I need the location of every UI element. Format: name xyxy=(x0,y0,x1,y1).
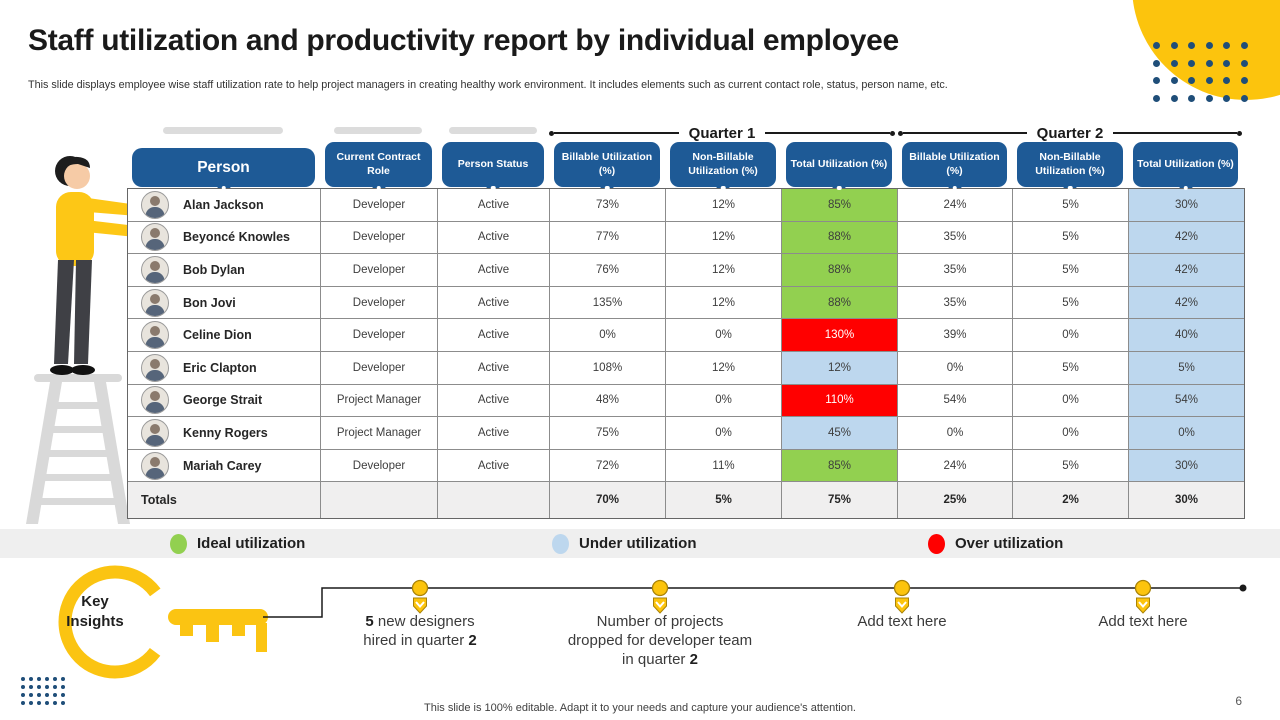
avatar xyxy=(141,386,169,414)
person-name: Bob Dylan xyxy=(183,262,245,277)
legend-item-3 xyxy=(928,529,1063,558)
person-name: Alan Jackson xyxy=(183,197,264,212)
q2-nonbillable-cell: 5% xyxy=(1013,450,1129,483)
q1-nonbillable-cell: 12% xyxy=(666,352,782,385)
totals-empty-cell xyxy=(321,482,438,518)
decor-dot xyxy=(1153,95,1160,102)
q2-billable-cell: 0% xyxy=(898,352,1013,385)
status-cell: Active xyxy=(438,417,550,450)
q1-total-cell: 110% xyxy=(782,385,898,418)
decor-dot xyxy=(1188,60,1195,67)
avatar xyxy=(141,289,169,317)
legend-dot xyxy=(552,534,569,554)
person-name: Beyoncé Knowles xyxy=(183,230,290,245)
q2-billable-cell: 35% xyxy=(898,222,1013,255)
decor-dot xyxy=(1241,95,1248,102)
pill-shadow-decor xyxy=(334,127,422,134)
column-header-total-q1: Total Utilization (%) xyxy=(786,142,892,187)
person-cell xyxy=(128,319,321,352)
q2-billable-cell: 35% xyxy=(898,254,1013,287)
role-cell: Developer xyxy=(321,450,438,483)
q2-nonbillable-cell: 5% xyxy=(1013,287,1129,320)
page-title: Staff utilization and productivity report by individual employee xyxy=(28,24,899,57)
q2-total-cell: 54% xyxy=(1129,385,1244,418)
role-cell: Project Manager xyxy=(321,417,438,450)
totals-value-cell: 2% xyxy=(1013,482,1129,518)
pill-shadow-decor xyxy=(449,127,537,134)
decor-dot xyxy=(1223,42,1230,49)
column-header-billable-q2: Billable Utilization (%) xyxy=(902,142,1007,187)
status-cell: Active xyxy=(438,385,550,418)
q2-total-cell: 42% xyxy=(1129,254,1244,287)
totals-value-cell: 70% xyxy=(550,482,666,518)
insight-line: Add text here xyxy=(1098,613,1188,630)
column-header-nonbillable-q2: Non-Billable Utilization (%) xyxy=(1017,142,1123,187)
quarter2-text: Quarter 2 xyxy=(1036,124,1104,142)
pill-cell xyxy=(781,142,897,187)
dim-line xyxy=(554,132,679,134)
person-name: Kenny Rogers xyxy=(183,425,268,440)
role-cell: Developer xyxy=(321,254,438,287)
avatar xyxy=(141,321,169,349)
pill-shadow-decor xyxy=(163,127,283,134)
person-cell xyxy=(128,222,321,255)
dim-dot xyxy=(890,131,895,136)
decor-dot xyxy=(1153,60,1160,67)
q1-billable-cell: 76% xyxy=(550,254,666,287)
insight-line: hired in quarter 2 xyxy=(363,632,477,650)
totals-empty-cell xyxy=(438,482,550,518)
q1-total-cell: 12% xyxy=(782,352,898,385)
insight-line: in quarter 2 xyxy=(622,651,698,669)
utilization-table xyxy=(127,188,1245,519)
avatar xyxy=(141,452,169,480)
insight-label-3[interactable] xyxy=(802,612,1002,631)
q1-total-cell: 88% xyxy=(782,287,898,320)
q2-billable-cell: 0% xyxy=(898,417,1013,450)
q2-nonbillable-cell: 0% xyxy=(1013,319,1129,352)
decor-dot xyxy=(1188,95,1195,102)
column-header-status: Person Status xyxy=(442,142,544,187)
totals-label-cell xyxy=(128,482,321,518)
status-cell: Active xyxy=(438,352,550,385)
status-cell: Active xyxy=(438,319,550,352)
person-name: Celine Dion xyxy=(183,328,252,343)
avatar xyxy=(141,354,169,382)
q1-nonbillable-cell: 12% xyxy=(666,287,782,320)
dim-line xyxy=(903,132,1027,134)
quarter1-text: Quarter 1 xyxy=(688,124,756,142)
q2-nonbillable-cell: 0% xyxy=(1013,385,1129,418)
timeline-pins xyxy=(413,581,1151,614)
table-header-row xyxy=(127,142,1243,187)
legend-item-2 xyxy=(552,529,697,558)
person-cell xyxy=(128,287,321,320)
q1-total-cell: 85% xyxy=(782,189,898,222)
column-header-role: Current Contract Role xyxy=(325,142,432,187)
pill-cell xyxy=(1012,142,1128,187)
q2-billable-cell: 39% xyxy=(898,319,1013,352)
status-cell: Active xyxy=(438,254,550,287)
q2-total-cell: 30% xyxy=(1129,189,1244,222)
column-header-nonbillable-q1: Non-Billable Utilization (%) xyxy=(670,142,776,187)
status-cell: Active xyxy=(438,450,550,483)
person-name: Mariah Carey xyxy=(183,458,262,473)
legend-dot xyxy=(928,534,945,554)
q1-nonbillable-cell: 0% xyxy=(666,319,782,352)
insight-line: dropped for developer team xyxy=(567,632,753,650)
ladder-graphic xyxy=(26,374,130,524)
role-cell: Developer xyxy=(321,189,438,222)
decor-dot xyxy=(1223,60,1230,67)
quarter1-group-label xyxy=(549,126,895,140)
q2-nonbillable-cell: 5% xyxy=(1013,254,1129,287)
legend-bar xyxy=(0,529,1280,558)
legend-label: Ideal utilization xyxy=(197,535,306,552)
totals-value-cell: 25% xyxy=(898,482,1013,518)
q1-nonbillable-cell: 12% xyxy=(666,189,782,222)
q1-billable-cell: 72% xyxy=(550,450,666,483)
insight-line: Add text here xyxy=(857,613,947,630)
pill-cell xyxy=(437,142,549,187)
decor-dot xyxy=(1206,42,1213,49)
decor-dot xyxy=(1153,42,1160,49)
key-insights-title: Key Insights xyxy=(66,593,124,630)
insight-line: Number of projects xyxy=(596,613,724,630)
q1-total-cell: 130% xyxy=(782,319,898,352)
legend-item-1 xyxy=(170,529,305,558)
q2-billable-cell: 54% xyxy=(898,385,1013,418)
status-cell: Active xyxy=(438,189,550,222)
q2-billable-cell: 24% xyxy=(898,189,1013,222)
q1-billable-cell: 73% xyxy=(550,189,666,222)
q2-nonbillable-cell: 5% xyxy=(1013,352,1129,385)
q2-total-cell: 0% xyxy=(1129,417,1244,450)
q1-billable-cell: 0% xyxy=(550,319,666,352)
pill-cell xyxy=(549,142,665,187)
q1-nonbillable-cell: 11% xyxy=(666,450,782,483)
column-header-total-q2: Total Utilization (%) xyxy=(1133,142,1238,187)
totals-value-cell: 5% xyxy=(666,482,782,518)
insight-label-1 xyxy=(320,612,520,650)
role-cell: Project Manager xyxy=(321,385,438,418)
decor-dot xyxy=(1171,77,1178,84)
person-name: Eric Clapton xyxy=(183,360,257,375)
timeline-pin xyxy=(895,581,910,614)
quarter2-group-label xyxy=(898,126,1242,140)
q1-billable-cell: 108% xyxy=(550,352,666,385)
q2-billable-cell: 24% xyxy=(898,450,1013,483)
q1-total-cell: 88% xyxy=(782,254,898,287)
person-name: George Strait xyxy=(183,393,263,408)
decor-dot xyxy=(1223,77,1230,84)
q2-total-cell: 42% xyxy=(1129,222,1244,255)
q2-nonbillable-cell: 5% xyxy=(1013,189,1129,222)
q2-nonbillable-cell: 0% xyxy=(1013,417,1129,450)
person-cell xyxy=(128,450,321,483)
person-cell xyxy=(128,254,321,287)
avatar xyxy=(141,419,169,447)
decor-dot xyxy=(1241,60,1248,67)
dim-dot xyxy=(1237,131,1242,136)
pill-cell xyxy=(127,142,320,187)
pill-cell xyxy=(665,142,781,187)
decor-dot xyxy=(1241,77,1248,84)
totals-value-cell: 30% xyxy=(1129,482,1244,518)
footer-note: This slide is 100% editable. Adapt it to your needs and capture your audience's attention. xyxy=(424,702,856,714)
pill-cell xyxy=(1128,142,1243,187)
status-cell: Active xyxy=(438,287,550,320)
column-header-billable-q1: Billable Utilization (%) xyxy=(554,142,660,187)
q1-nonbillable-cell: 0% xyxy=(666,385,782,418)
decor-dot xyxy=(1171,60,1178,67)
person-name: Bon Jovi xyxy=(183,295,236,310)
q2-total-cell: 42% xyxy=(1129,287,1244,320)
q1-total-cell: 88% xyxy=(782,222,898,255)
role-cell: Developer xyxy=(321,352,438,385)
person-cell xyxy=(128,385,321,418)
timeline-pin xyxy=(413,581,428,614)
insight-label-4[interactable] xyxy=(1043,612,1243,631)
timeline-pin xyxy=(1136,581,1151,614)
q1-billable-cell: 48% xyxy=(550,385,666,418)
insight-line: 5 new designers xyxy=(365,613,475,630)
totals-value-cell: 75% xyxy=(782,482,898,518)
q1-nonbillable-cell: 12% xyxy=(666,254,782,287)
decor-dot xyxy=(1188,77,1195,84)
role-cell: Developer xyxy=(321,222,438,255)
legend-label: Under utilization xyxy=(579,535,697,552)
status-cell: Active xyxy=(438,222,550,255)
person-cell xyxy=(128,189,321,222)
q1-total-cell: 85% xyxy=(782,450,898,483)
q1-billable-cell: 75% xyxy=(550,417,666,450)
q2-billable-cell: 35% xyxy=(898,287,1013,320)
q2-total-cell: 30% xyxy=(1129,450,1244,483)
pill-cell xyxy=(897,142,1012,187)
q2-nonbillable-cell: 5% xyxy=(1013,222,1129,255)
person-cell xyxy=(128,417,321,450)
role-cell: Developer xyxy=(321,287,438,320)
q1-billable-cell: 77% xyxy=(550,222,666,255)
decor-dot xyxy=(1206,77,1213,84)
q2-total-cell: 5% xyxy=(1129,352,1244,385)
decor-dot xyxy=(1206,60,1213,67)
avatar xyxy=(141,191,169,219)
decor-dot xyxy=(1171,42,1178,49)
q2-total-cell: 40% xyxy=(1129,319,1244,352)
dot-grid-top-right xyxy=(1153,42,1248,102)
person-cell xyxy=(128,352,321,385)
page-number: 6 xyxy=(1235,694,1242,708)
q1-nonbillable-cell: 12% xyxy=(666,222,782,255)
q1-nonbillable-cell: 0% xyxy=(666,417,782,450)
dim-line xyxy=(1113,132,1237,134)
page-subtitle: This slide displays employee wise staff utilization rate to help project managers in creating healthy work environment. It includes elements such as current contact role, status, person name, etc. xyxy=(28,79,948,91)
legend-dot xyxy=(170,534,187,554)
pill-cell xyxy=(320,142,437,187)
q1-total-cell: 45% xyxy=(782,417,898,450)
dim-line xyxy=(765,132,890,134)
totals-label: Totals xyxy=(141,493,177,508)
decor-dot xyxy=(1241,42,1248,49)
column-header-person: Person xyxy=(132,148,315,187)
legend-label: Over utilization xyxy=(955,535,1064,552)
avatar xyxy=(141,223,169,251)
avatar xyxy=(141,256,169,284)
decor-dot xyxy=(1223,95,1230,102)
decor-dot xyxy=(1188,42,1195,49)
insight-label-2 xyxy=(545,612,775,669)
decor-dot xyxy=(1206,95,1213,102)
timeline-pin xyxy=(653,581,668,614)
decor-dot xyxy=(1171,95,1178,102)
q1-billable-cell: 135% xyxy=(550,287,666,320)
role-cell: Developer xyxy=(321,319,438,352)
decor-dot xyxy=(1153,77,1160,84)
